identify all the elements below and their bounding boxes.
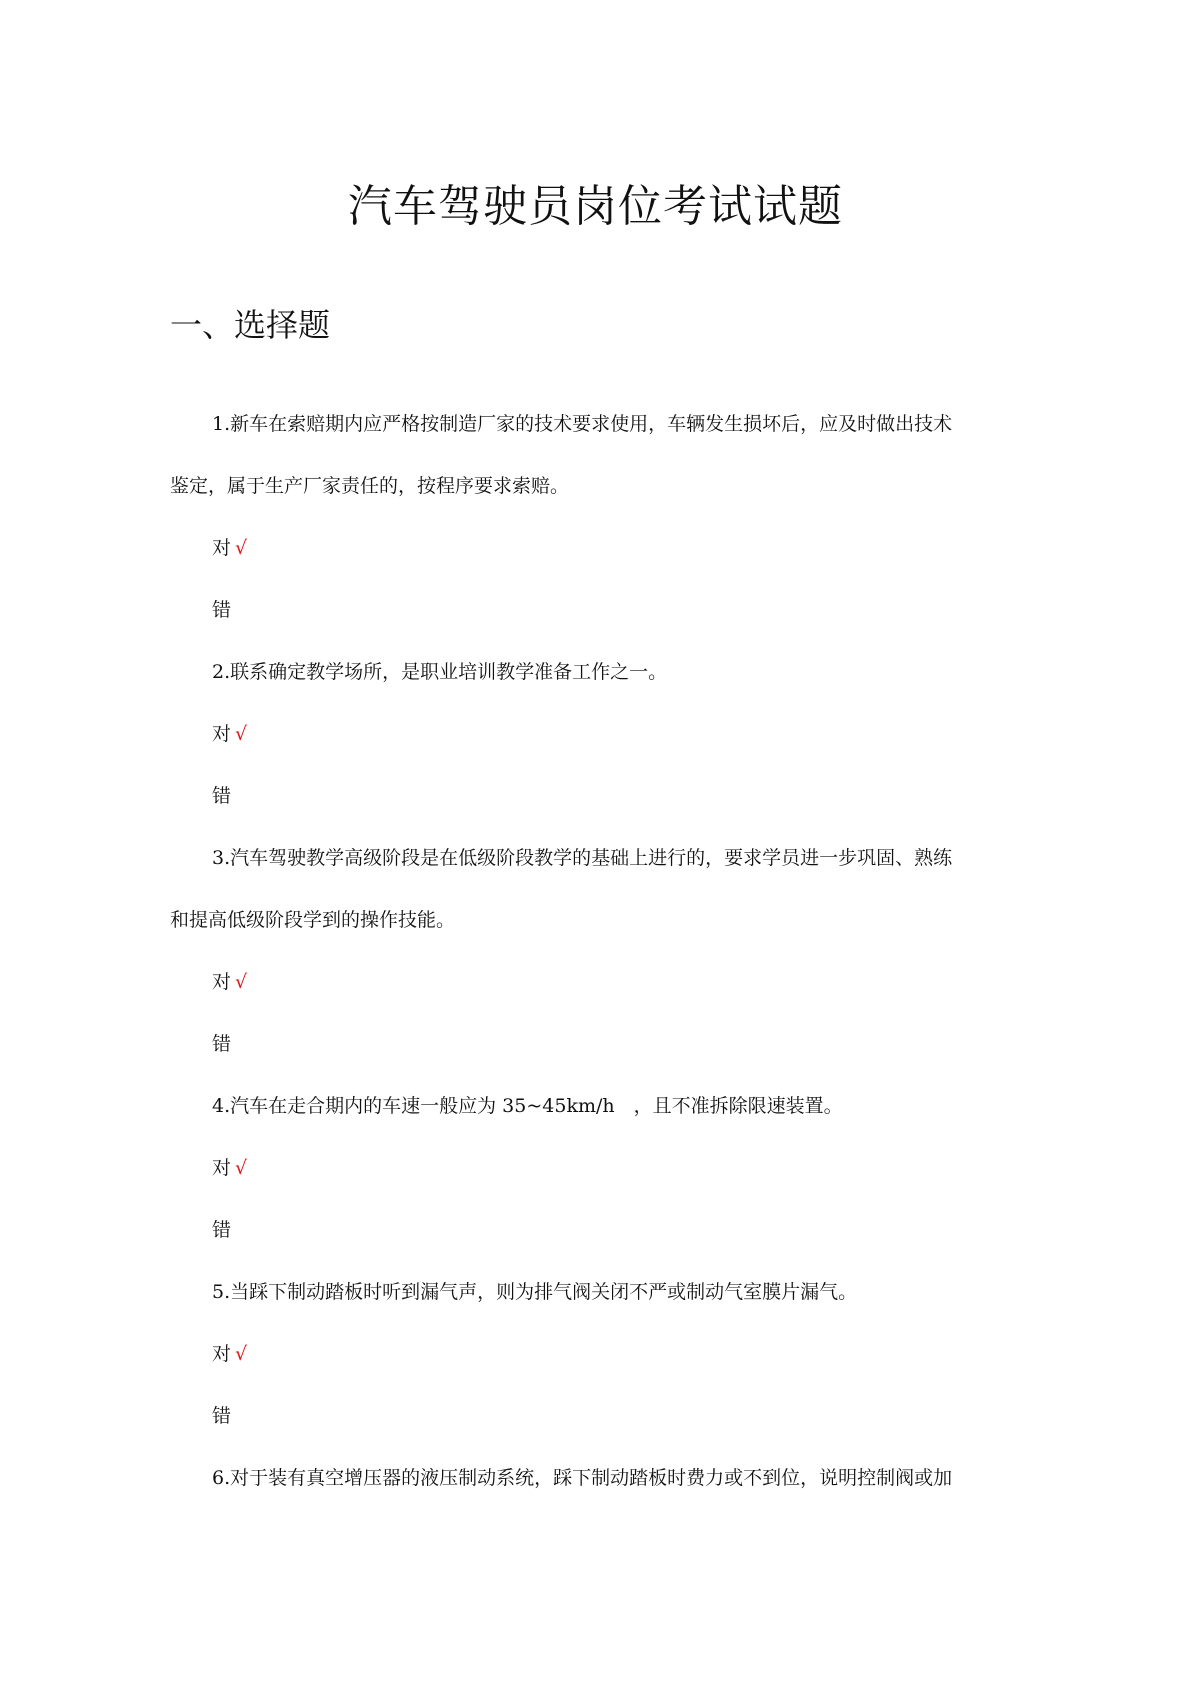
- option-label: 对: [212, 723, 232, 745]
- question-4-option-true[interactable]: [212, 1156, 247, 1180]
- question-5-line-1: 5.当踩下制动踏板时听到漏气声，则为排气阀关闭不严或制动气室膜片漏气。: [212, 1281, 858, 1303]
- question-5-option-false[interactable]: [212, 1404, 231, 1428]
- check-mark-icon: √: [235, 971, 248, 993]
- question-2-line-1: 2.联系确定教学场所，是职业培训教学准备工作之一。: [212, 661, 668, 683]
- question-3-option-false[interactable]: [212, 1032, 231, 1056]
- option-label: 对: [212, 1343, 232, 1365]
- check-mark-icon: √: [235, 1343, 248, 1365]
- question-3-line-1: 3.汽车驾驶教学高级阶段是在低级阶段教学的基础上进行的，要求学员进一步巩固、熟练: [212, 847, 953, 869]
- option-label: 错: [212, 1405, 232, 1427]
- question-5-option-true[interactable]: [212, 1342, 247, 1366]
- option-label: 错: [212, 785, 232, 807]
- question-4-option-false[interactable]: [212, 1218, 231, 1242]
- question-1-option-false[interactable]: [212, 598, 231, 622]
- option-label: 错: [212, 1033, 232, 1055]
- question-3-line-2: 和提高低级阶段学到的操作技能。: [170, 909, 456, 931]
- question-6-line-1: 6.对于装有真空增压器的液压制动系统，踩下制动踏板时费力或不到位，说明控制阀或加: [212, 1467, 953, 1489]
- question-2-option-false[interactable]: [212, 784, 231, 808]
- question-4-line-1: 4.汽车在走合期内的车速一般应为 35~45km/h ，且不准拆除限速装置。: [212, 1095, 843, 1117]
- check-mark-icon: √: [235, 537, 248, 559]
- section-heading: 一、选择题: [170, 306, 331, 344]
- option-label: 错: [212, 1219, 232, 1241]
- question-1-line-2: 鉴定，属于生产厂家责任的，按程序要求索赔。: [170, 475, 570, 497]
- option-label: 对: [212, 537, 232, 559]
- question-1-option-true[interactable]: [212, 536, 247, 560]
- question-3-option-true[interactable]: [212, 970, 247, 994]
- option-label: 对: [212, 1157, 232, 1179]
- question-1-line-1: 1.新车在索赔期内应严格按制造厂家的技术要求使用，车辆发生损坏后，应及时做出技术: [212, 413, 953, 435]
- question-2-option-true[interactable]: [212, 722, 247, 746]
- document-title: 汽车驾驶员岗位考试试题: [348, 181, 843, 232]
- check-mark-icon: √: [235, 1157, 248, 1179]
- option-label: 错: [212, 599, 232, 621]
- option-label: 对: [212, 971, 232, 993]
- check-mark-icon: √: [235, 723, 248, 745]
